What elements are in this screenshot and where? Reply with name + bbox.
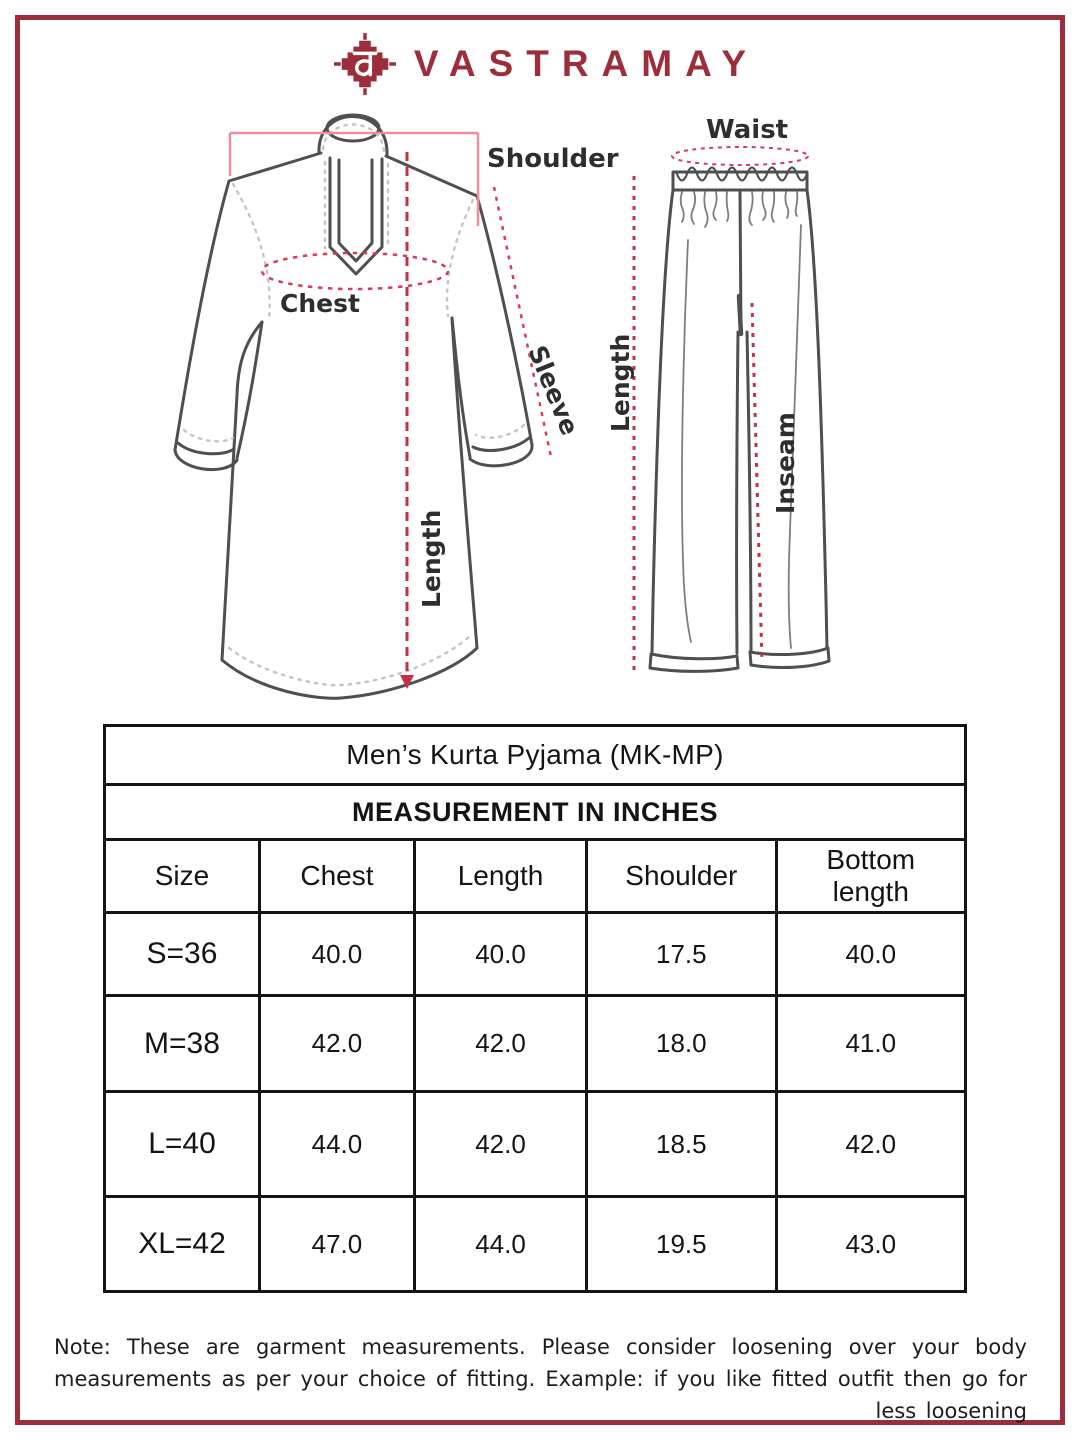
cell-shoulder: 19.5	[587, 1197, 776, 1292]
table-subtitle: MEASUREMENT IN INCHES	[105, 785, 966, 840]
pyjama-sketch	[650, 168, 829, 672]
pyjama-length-label: Length	[606, 333, 635, 432]
table-row-s	[105, 913, 966, 996]
cell-size: L=40	[105, 1092, 260, 1197]
cell-shoulder: 18.0	[587, 996, 776, 1092]
cell-length: 44.0	[414, 1197, 586, 1292]
cell-bottom-length: 42.0	[776, 1092, 965, 1197]
cell-length: 40.0	[414, 913, 586, 996]
col-header-bottom-length-label: Bottom length	[826, 843, 916, 907]
cell-bottom-length: 41.0	[776, 996, 965, 1092]
table-header-row	[105, 840, 966, 913]
cell-size: XL=42	[105, 1197, 260, 1292]
waist-label: Waist	[706, 115, 789, 145]
cell-shoulder: 17.5	[587, 913, 776, 996]
cell-length: 42.0	[414, 996, 586, 1092]
col-header-shoulder-label: Shoulder	[625, 859, 738, 891]
table-title: Men’s Kurta Pyjama (MK-MP)	[105, 726, 966, 785]
col-header-chest-label: Chest	[300, 859, 374, 891]
cell-bottom-length: 40.0	[776, 913, 965, 996]
size-chart-table	[103, 724, 967, 1293]
col-header-size	[105, 840, 260, 913]
col-header-length	[414, 840, 586, 913]
chest-label: Chest	[280, 289, 360, 318]
cell-size: S=36	[105, 913, 260, 996]
brand-name: VASTRAMAY	[413, 43, 760, 84]
note-text: Note: These are garment measurements. Please consider loosening over your body measurements as per your choice of fitting. Example: if you like fitted outfit then go for less loosening	[54, 1335, 1027, 1423]
cell-size: M=38	[105, 996, 260, 1092]
cell-chest: 42.0	[259, 996, 414, 1092]
col-header-shoulder	[587, 840, 776, 913]
cell-shoulder: 18.5	[587, 1092, 776, 1197]
table-subtitle-row	[105, 785, 966, 840]
cell-chest: 47.0	[259, 1197, 414, 1292]
col-header-size-label: Size	[154, 859, 210, 891]
kurta-annotations	[230, 133, 551, 689]
cell-bottom-length: 43.0	[776, 1197, 965, 1292]
table-title-row	[105, 726, 966, 785]
col-header-chest	[259, 840, 414, 913]
table-row-m	[105, 996, 966, 1092]
shoulder-label: Shoulder	[487, 144, 619, 174]
table-row-xl	[105, 1197, 966, 1292]
col-header-bottom-length	[776, 840, 965, 913]
cell-chest: 40.0	[259, 913, 414, 996]
pyjama-labels	[606, 115, 800, 514]
sleeve-label: Sleeve	[522, 341, 585, 440]
col-header-length-label: Length	[457, 859, 544, 891]
cell-length: 42.0	[414, 1092, 586, 1197]
kurta-length-label: Length	[417, 509, 446, 608]
table-row-l	[105, 1092, 966, 1197]
cell-chest: 44.0	[259, 1092, 414, 1197]
inseam-label: Inseam	[771, 412, 800, 514]
